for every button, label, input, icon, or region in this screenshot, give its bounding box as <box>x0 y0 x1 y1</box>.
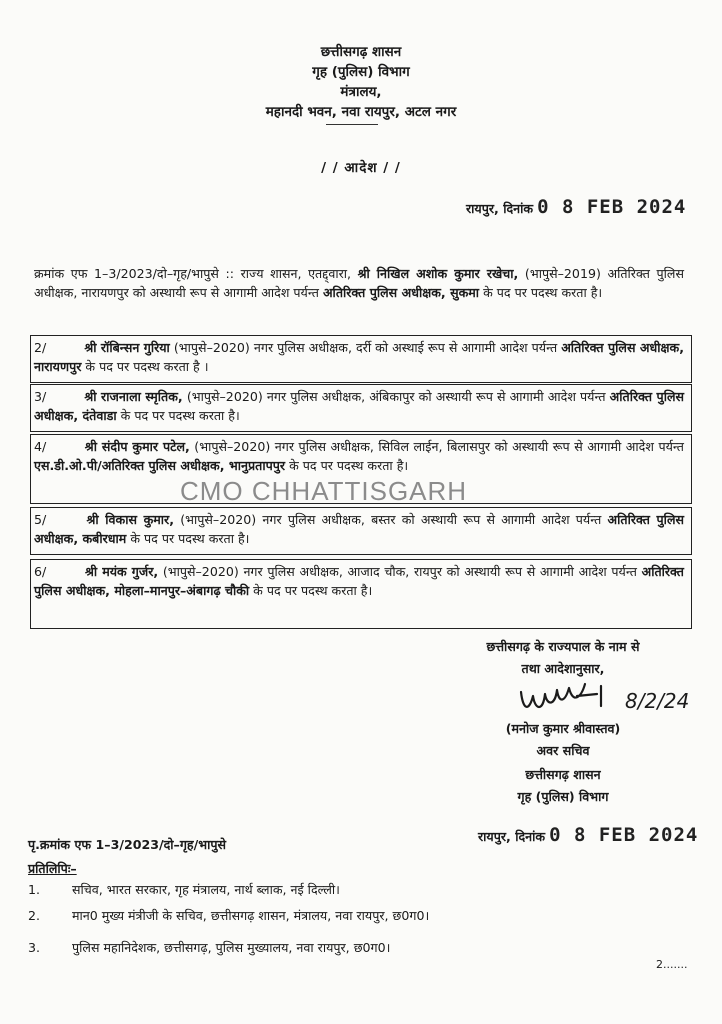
p5-text-a: (भापुसे–2020) नगर पुलिस अधीक्षक, बस्तर को अस्थायी रूप से आगामी आदेश पर्यन्त <box>180 512 602 527</box>
p3-officer-name: श्री राजनाला स्मृतिक, <box>84 389 183 404</box>
order-paragraph-3 <box>34 387 684 425</box>
order-paragraph-4 <box>34 437 684 475</box>
p1-text-c: के पद पर पदस्थ करता है। <box>483 285 603 300</box>
p4-new-post: एस.डी.ओ.पी/अतिरिक्त पुलिस अधीक्षक, भानुप्रतापपुर <box>34 458 286 473</box>
header-ministry: मंत्रालय, <box>340 84 382 100</box>
p1-new-post: अतिरिक्त पुलिस अधीक्षक, सुकमा <box>322 285 480 300</box>
p5-new-post: अतिरिक्त पुलिस अधीक्षक, कबीरधाम <box>34 512 684 546</box>
p2-text-b: के पद पर पदस्थ करता है । <box>85 359 209 374</box>
p2-new-post: अतिरिक्त पुलिस अधीक्षक, नारायणपुर <box>34 340 685 374</box>
order-paragraph-1 <box>34 264 684 302</box>
endorsement-ref: पृ.क्रमांक एफ 1–3/2023/दो–गृह/भापुसे <box>28 837 226 852</box>
signatory-govt: छत्तीसगढ़ शासन <box>525 767 601 782</box>
endorsement-date-stamp: 0 8 FEB 2024 <box>549 824 699 846</box>
endorsement-place-date <box>478 824 698 846</box>
signatory-designation: अवर सचिव <box>536 743 590 758</box>
p3-new-post: अतिरिक्त पुलिस अधीक्षक, दंतेवाडा <box>34 389 685 423</box>
p6-number: 6/ <box>34 564 47 579</box>
order-title: / / आदेश / / <box>321 160 401 176</box>
p3-text-b: के पद पर पदस्थ करता है। <box>120 408 240 423</box>
p2-officer-name: श्री रॉबिन्सन गुरिया <box>84 340 170 355</box>
authority-line-2: तथा आदेशानुसार, <box>521 661 605 676</box>
p5-number: 5/ <box>34 512 47 527</box>
p5-text-b: के पद पर पदस्थ करता है। <box>130 531 250 546</box>
endorsement-date-label: रायपुर, दिनांक <box>478 829 546 844</box>
signature-date: 8/2/24 <box>625 689 690 713</box>
p3-number: 3/ <box>34 389 47 404</box>
copy-item-number: 1. <box>28 882 41 897</box>
p6-officer-name: श्री मयंक गुर्जर, <box>84 564 159 579</box>
signatory-department: गृह (पुलिस) विभाग <box>517 789 609 804</box>
p3-text-a: (भापुसे–2020) नगर पुलिस अधीक्षक, अंबिकापुर को अस्थायी रूप से आगामी आदेश पर्यन्त <box>186 389 606 404</box>
handwritten-signature <box>515 676 715 724</box>
header-department: गृह (पुलिस) विभाग <box>312 64 410 80</box>
header-divider <box>326 124 378 125</box>
header-address: महानदी भवन, नवा रायपुर, अटल नगर <box>265 104 457 120</box>
p5-officer-name: श्री विकास कुमार, <box>86 512 174 527</box>
p4-number: 4/ <box>34 439 47 454</box>
order-paragraph-6 <box>34 562 684 600</box>
copy-item-text: पुलिस महानिदेशक, छत्तीसगढ़, पुलिस मुख्यालय, नवा रायपुर, छ0ग0। <box>72 940 391 955</box>
signatory-name: (मनोज कुमार श्रीवास्तव) <box>505 721 621 736</box>
p6-text-a: (भापुसे–2020) नगर पुलिस अधीक्षक, आजाद चौक, रायपुर को अस्थायी रूप से आगामी आदेश पर्यन्त <box>162 564 637 579</box>
place-date-label: रायपुर, दिनांक <box>466 201 534 216</box>
place-date <box>466 196 686 218</box>
order-paragraph-2 <box>34 338 684 376</box>
p2-text-a: (भापुसे–2020) नगर पुलिस अधीक्षक, दर्री को अस्थाई रूप से आगामी आदेश पर्यन्त <box>173 340 558 355</box>
p4-text-b: के पद पर पदस्थ करता है। <box>289 458 409 473</box>
p4-text-a: (भापुसे–2020) नगर पुलिस अधीक्षक, सिविल लाईन, बिलासपुर को अस्थायी रूप से आगामी आदेश पर्यन्त <box>194 439 684 454</box>
p6-new-post: अतिरिक्त पुलिस अधीक्षक, मोहला–मानपुर–अंबागढ़ चौकी <box>34 564 684 598</box>
p6-text-b: के पद पर पदस्थ करता है। <box>253 583 373 598</box>
copy-list-item <box>28 880 340 900</box>
copy-item-number: 3. <box>28 940 41 955</box>
order-paragraph-5 <box>34 510 684 548</box>
copy-list-item <box>28 906 429 926</box>
p2-number: 2/ <box>34 340 47 355</box>
authority-line <box>428 636 698 680</box>
next-page-marker: 2....... <box>656 958 688 971</box>
date-stamp: 0 8 FEB 2024 <box>537 196 687 218</box>
copy-item-number: 2. <box>28 908 41 923</box>
cmo-watermark: CMO CHHATTISGARH <box>180 476 468 506</box>
p1-text-a: क्रमांक एफ 1–3/2023/दो–गृह/भापुसे :: राज्य शासन, एतद्द्वारा, <box>34 266 351 281</box>
authority-line-1: छत्तीसगढ़ के राज्यपाल के नाम से <box>486 639 640 654</box>
p1-officer-name: श्री निखिल अशोक कुमार रखेचा, <box>357 266 519 281</box>
p1-text-b: (भापुसे–2019) अतिरिक्त पुलिस अधीक्षक, नारायणपुर को अस्थायी रूप से आगामी आदेश पर्यन्त <box>34 266 684 300</box>
signatory-block <box>428 718 698 808</box>
p4-officer-name: श्री संदीप कुमार पटेल, <box>84 439 190 454</box>
copy-item-text: मान0 मुख्य मंत्रीजी के सचिव, छत्तीसगढ़ शासन, मंत्रालय, नवा रायपुर, छ0ग0। <box>72 908 430 923</box>
copy-list-item <box>28 938 390 958</box>
copy-item-text: सचिव, भारत सरकार, गृह मंत्रालय, नार्थ ब्लाक, नई दिल्ली। <box>72 882 340 897</box>
copy-to-label: प्रतिलिपिः– <box>28 861 77 876</box>
header-govt: छत्तीसगढ़ शासन <box>320 44 402 60</box>
